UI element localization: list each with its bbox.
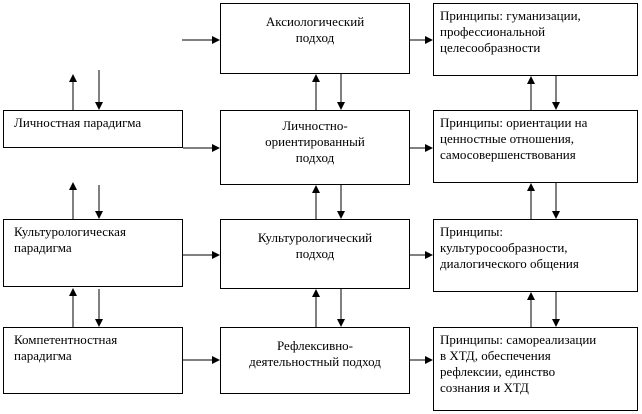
paradigm-label: Культурологическая парадигма: [14, 224, 126, 255]
approach-box-person-oriented: [220, 110, 410, 185]
approach-box-culturological: [220, 219, 410, 289]
paradigm-label: Личностная парадигма: [14, 115, 142, 130]
principles-box-cultural-conformity: [433, 219, 638, 292]
paradigm-box-competence: [3, 327, 183, 394]
principles-label: Принципы: самореализации в ХТД, обеспечения рефлексии, единство сознания и ХТД: [440, 332, 597, 395]
approach-label: Личностно- ориентированный подход: [265, 118, 365, 165]
principles-label: Принципы: ориентации на ценностные отношения, самосовершенствования: [440, 115, 588, 162]
paradigm-box-cultural: [3, 219, 183, 287]
approach-label: Рефлексивно- деятельностный подход: [249, 338, 381, 369]
approach-box-axiological: [220, 3, 410, 74]
principles-box-humanization: [433, 3, 638, 76]
principles-label: Принципы: гуманизации, профессиональной целесообразности: [440, 8, 581, 55]
approach-box-reflexive-activity: [220, 327, 410, 394]
paradigm-box-personal: [3, 110, 183, 148]
approach-label: Аксиологический подход: [265, 14, 365, 45]
principles-label: Принципы: культуросообразности, диалогического общения: [440, 224, 579, 271]
approach-label: Культурологический подход: [257, 230, 373, 261]
principles-box-self-realization: [433, 327, 638, 411]
principles-box-value-orientation: [433, 110, 638, 183]
paradigm-label: Компетентностная парадигма: [14, 332, 118, 363]
